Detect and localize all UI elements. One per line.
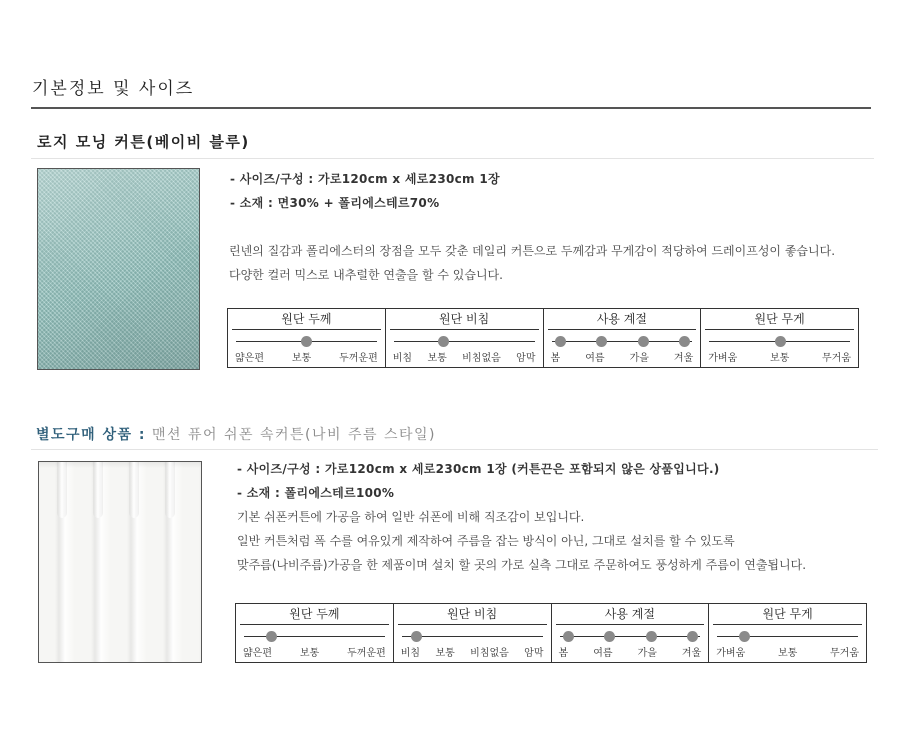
rating-dot (604, 631, 615, 642)
weight-scale (708, 349, 851, 364)
scale-label: 비침 (400, 648, 421, 659)
rating-dot (687, 631, 698, 642)
weight-header: 원단 무게 (713, 604, 862, 625)
section-divider (31, 107, 871, 109)
thickness-cell (236, 604, 394, 663)
season-cell (551, 604, 709, 663)
product1-spec-table (227, 308, 859, 368)
season-scale (559, 644, 702, 659)
scale-label: 여름 (585, 353, 605, 364)
sheerness-cell (393, 604, 551, 663)
product2-curtain-image (38, 461, 202, 663)
scale-label: 봄 (558, 648, 569, 659)
scale-label: 겨울 (681, 648, 702, 659)
scale-label: 봄 (550, 353, 561, 364)
rating-dot (596, 336, 607, 347)
product1-fabric-image (37, 168, 200, 370)
sheerness-scale (393, 349, 536, 364)
product2-spec-material: - 소재 : 폴리에스테르100% (237, 486, 395, 500)
product1-divider (31, 158, 874, 159)
thickness-scale (243, 644, 386, 659)
rating-dot (646, 631, 657, 642)
scale-label: 비침없음 (462, 353, 501, 364)
scale-label: 보통 (769, 353, 790, 364)
product2-spec-table (235, 603, 867, 663)
scale-label: 보통 (435, 648, 455, 659)
scale-label: 비침없음 (470, 648, 509, 659)
product1-spec-size: - 사이즈/구성 : 가로120cm x 세로230cm 1장 (230, 172, 500, 186)
rating-dot (266, 631, 277, 642)
weight-scale (716, 644, 859, 659)
season-scale (551, 349, 694, 364)
scale-label: 보통 (299, 648, 320, 659)
scale-label: 얇은편 (235, 353, 264, 364)
season-header: 사용 계절 (556, 604, 705, 625)
sheerness-header: 원단 비침 (398, 604, 547, 625)
product2-divider (31, 449, 878, 450)
scale-label: 가벼움 (716, 648, 746, 659)
rating-dot (563, 631, 574, 642)
rating-dot (555, 336, 566, 347)
rating-dot (679, 336, 690, 347)
weight-cell (701, 309, 859, 368)
scale-label: 얇은편 (243, 648, 272, 659)
scale-label: 보통 (427, 353, 447, 364)
thickness-header: 원단 두께 (240, 604, 389, 625)
season-cell (543, 309, 701, 368)
scale-label: 두꺼운편 (347, 648, 386, 659)
separate-purchase-label: 별도구매 상품 : (36, 427, 146, 443)
scale-label: 겨울 (673, 353, 694, 364)
weight-track (717, 625, 858, 642)
thickness-scale (235, 349, 378, 364)
scale-label: 가을 (629, 353, 649, 364)
rating-dot (775, 336, 786, 347)
product2-desc-line: 맞주름(나비주름)가공을 한 제품이며 설치 할 곳의 가로 실측 그대로 주문하여도 풍성하게 주름이 연출됩니다. (237, 558, 807, 572)
product1-desc-line: 린넨의 질감과 폴리에스터의 장점을 모두 갖춘 데일리 커튼으로 두께감과 무게감이 적당하여 드레이프성이 좋습니다. (229, 244, 836, 258)
weight-track (709, 330, 850, 347)
season-track (552, 330, 693, 347)
product1-desc-line: 다양한 컬러 믹스로 내추럴한 연출을 할 수 있습니다. (229, 268, 503, 282)
sheerness-track (402, 625, 543, 642)
product2-spec-size: - 사이즈/구성 : 가로120cm x 세로230cm 1장 (커튼끈은 포함되지 않은 상품입니다.) (237, 462, 720, 476)
scale-label: 보통 (291, 353, 312, 364)
thickness-header: 원단 두께 (232, 309, 381, 330)
weight-header: 원단 무게 (705, 309, 854, 330)
product2-desc-line: 일반 커튼처럼 폭 수를 여유있게 제작하여 주름을 잡는 방식이 아닌, 그대로 설치를 할 수 있도록 (237, 534, 735, 548)
scale-label: 암막 (516, 353, 536, 364)
product2-name: 맨션 퓨어 쉬폰 속커튼(나비 주름 스타일) (151, 427, 437, 443)
scale-label: 암막 (524, 648, 544, 659)
product1-spec-material: - 소재 : 면30% + 폴리에스테르70% (230, 196, 440, 210)
section-title: 기본정보 및 사이즈 (32, 79, 195, 99)
scale-label: 비침 (392, 353, 413, 364)
scale-label: 가벼움 (708, 353, 738, 364)
rating-dot (301, 336, 312, 347)
sheerness-cell (385, 309, 543, 368)
season-track (560, 625, 701, 642)
product2-title (36, 424, 436, 444)
sheerness-track (394, 330, 535, 347)
sheerness-scale (401, 644, 544, 659)
rating-dot (438, 336, 449, 347)
scale-label: 무거움 (830, 648, 859, 659)
scale-label: 무거움 (822, 353, 851, 364)
product1-title: 로지 모닝 커튼(베이비 블루) (37, 133, 250, 151)
scale-label: 두꺼운편 (339, 353, 378, 364)
season-header: 사용 계절 (548, 309, 697, 330)
rating-dot (739, 631, 750, 642)
sheerness-header: 원단 비침 (390, 309, 539, 330)
scale-label: 보통 (777, 648, 798, 659)
thickness-track (236, 330, 377, 347)
rating-dot (638, 336, 649, 347)
thickness-track (244, 625, 385, 642)
weight-cell (709, 604, 867, 663)
rating-dot (411, 631, 422, 642)
scale-label: 가을 (637, 648, 657, 659)
scale-label: 여름 (593, 648, 613, 659)
product2-desc-line: 기본 쉬폰커튼에 가공을 하여 일반 쉬폰에 비해 직조감이 보입니다. (237, 510, 585, 524)
thickness-cell (228, 309, 386, 368)
